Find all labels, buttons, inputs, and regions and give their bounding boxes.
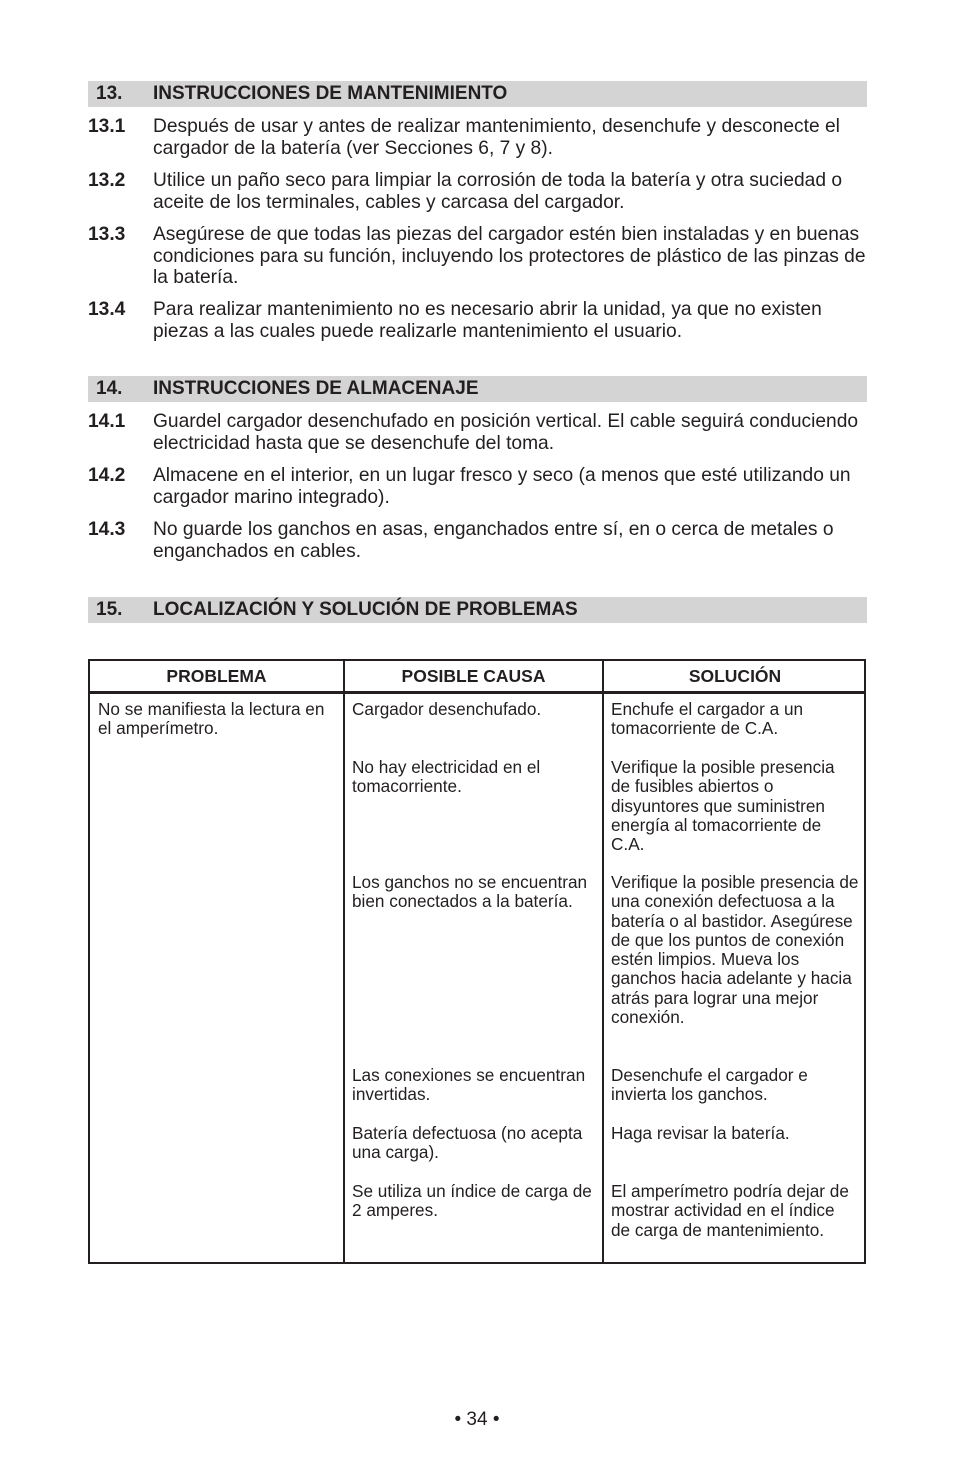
list-item xyxy=(88,519,878,562)
item-text: Para realizar mantenimiento no es necesario abrir la unidad, ya que no existen piezas a las cuales puede realizarle mantenimiento el usuario. xyxy=(153,299,822,342)
item-number: 13.2 xyxy=(88,170,126,191)
section-number: 13. xyxy=(96,83,123,104)
column-header-problem: PROBLEMA xyxy=(166,666,267,686)
item-number: 13.1 xyxy=(88,116,126,137)
section-title: INSTRUCCIONES DE ALMACENAJE xyxy=(153,378,479,399)
solution-cell: Enchufe el cargador a un tomacorriente de C.A. xyxy=(611,699,804,739)
solution-cell: Verifique la posible presencia de una conexión defectuosa a la batería o al bastidor. Asegúrese de que los puntos de conexión estén limpios. Mueva los ganchos hacia adelante y hacia atrás para lograr una mejor conexión. xyxy=(611,872,859,1028)
solution-cell: Desenchufe el cargador e invierta los ganchos. xyxy=(611,1065,808,1105)
solution-cell: Haga revisar la batería. xyxy=(611,1123,790,1143)
list-item xyxy=(88,170,878,213)
list-item xyxy=(88,116,878,159)
item-text: Almacene en el interior, en un lugar fresco y seco (a menos que esté utilizando un cargador marino integrado). xyxy=(153,465,851,508)
troubleshooting-table xyxy=(88,659,866,1264)
item-number: 14.1 xyxy=(88,411,126,432)
column-header-cause: POSIBLE CAUSA xyxy=(401,666,546,686)
header-divider xyxy=(90,691,864,694)
column-divider xyxy=(602,661,604,1262)
item-number: 13.4 xyxy=(88,299,126,320)
section-header-15 xyxy=(88,597,867,623)
section-number: 14. xyxy=(96,378,123,399)
item-text: Guardel cargador desenchufado en posición vertical. El cable seguirá conduciendo electricidad hasta que se desenchufe del toma. xyxy=(153,411,859,454)
item-text: Utilice un paño seco para limpiar la corrosión de toda la batería y otra suciedad o aceite de los terminales, cables y carcasa del cargador. xyxy=(153,170,843,213)
problem-cell: No se manifiesta la lectura en el amperímetro. xyxy=(98,699,325,739)
list-item xyxy=(88,299,878,342)
section-header-14 xyxy=(88,376,867,402)
section-title: INSTRUCCIONES DE MANTENIMIENTO xyxy=(153,83,508,104)
cause-cell: Cargador desenchufado. xyxy=(352,699,542,719)
list-item xyxy=(88,224,878,289)
cause-cell: Los ganchos no se encuentran bien conectados a la batería. xyxy=(352,872,588,912)
cause-cell: Batería defectuosa (no acepta una carga). xyxy=(352,1123,583,1163)
item-number: 14.3 xyxy=(88,519,126,540)
cause-cell: Las conexiones se encuentran invertidas. xyxy=(352,1065,586,1105)
item-text: No guarde los ganchos en asas, enganchados entre sí, en o cerca de metales o enganchados en cables. xyxy=(153,519,834,562)
item-text: Asegúrese de que todas las piezas del cargador estén bien instaladas y en buenas condiciones para su función, incluyendo los protectores de plástico de las pinzas de la batería. xyxy=(153,224,866,288)
section-header-13 xyxy=(88,81,867,107)
list-item xyxy=(88,465,878,508)
cause-cell: No hay electricidad en el tomacorriente. xyxy=(352,757,541,797)
solution-cell: El amperímetro podría dejar de mostrar actividad en el índice de carga de mantenimiento. xyxy=(611,1181,849,1240)
list-item xyxy=(88,411,878,454)
solution-cell: Verifique la posible presencia de fusibles abiertos o disyuntores que suministren energía al tomacorriente de C.A. xyxy=(611,757,835,855)
item-number: 13.3 xyxy=(88,224,126,245)
section-title: LOCALIZACIÓN Y SOLUCIÓN DE PROBLEMAS xyxy=(153,599,578,620)
item-text: Después de usar y antes de realizar mantenimiento, desenchufe y desconecte el cargador de la batería (ver Secciones 6, 7 y 8). xyxy=(153,116,840,159)
section-number: 15. xyxy=(96,599,123,620)
page-number: • 34 • xyxy=(454,1409,500,1430)
column-header-solution: SOLUCIÓN xyxy=(688,666,782,686)
cause-cell: Se utiliza un índice de carga de 2 amperes. xyxy=(352,1181,592,1221)
column-divider xyxy=(343,661,345,1262)
item-number: 14.2 xyxy=(88,465,126,486)
